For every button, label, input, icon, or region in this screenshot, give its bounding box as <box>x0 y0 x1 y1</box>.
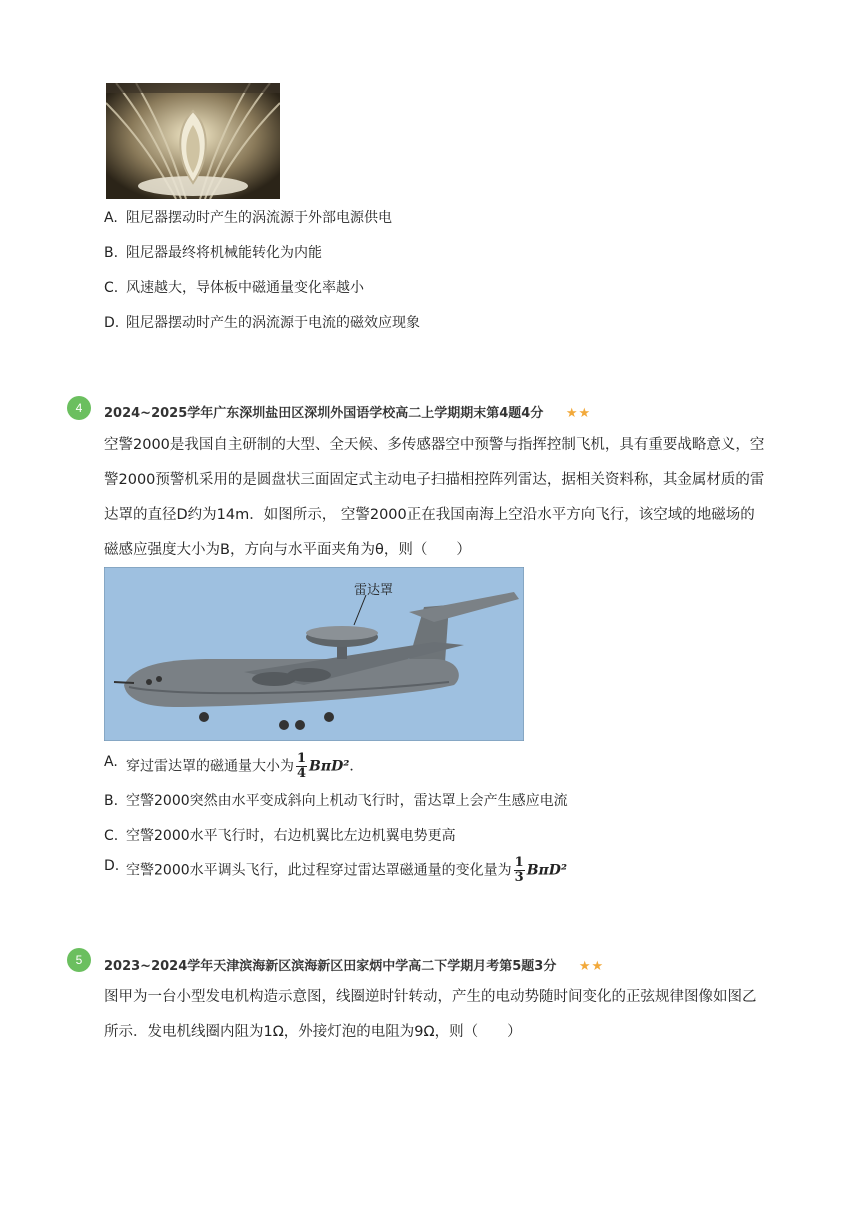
damper-photo <box>106 83 280 199</box>
q4-option-a[interactable] <box>104 752 363 781</box>
question-source-text: 2024~2025学年广东深圳盐田区深圳外国语学校高二上学期期末第4题4分 <box>104 406 544 421</box>
awacs-aircraft-figure <box>104 567 524 741</box>
q4-option-b[interactable] <box>104 791 568 811</box>
q4-option-d[interactable] <box>104 856 567 885</box>
question-number-badge: 5 <box>67 948 91 972</box>
option-label: B. <box>104 793 119 809</box>
option-label: C. <box>104 828 119 844</box>
q4-option-c[interactable] <box>104 826 456 846</box>
stem-line: 警2000预警机采用的是圆盘状三面固定式主动电子扫描相控阵列雷达，据相关资料称，其金属材质的雷 <box>104 472 765 488</box>
question-number-badge: 4 <box>67 396 91 420</box>
fraction <box>296 752 307 781</box>
q3-option-b[interactable] <box>104 243 322 263</box>
difficulty-stars: ★★ <box>565 406 592 421</box>
radome-label: 雷达罩 <box>354 583 394 598</box>
stem-line: 所示．发电机线圈内阻为1Ω，外接灯泡的电阻为9Ω，则（ ） <box>104 1024 522 1040</box>
option-text: 空警2000水平调头飞行，此过程穿过雷达罩磁通量的变化量为 <box>126 862 512 879</box>
stem-line: 磁感应强度大小为B，方向与水平面夹角为θ，则（ ） <box>104 542 471 558</box>
option-text: 穿过雷达罩的磁通量大小为 <box>126 758 294 775</box>
option-text: 风速越大，导体板中磁通量变化率越小 <box>126 280 364 296</box>
q3-option-d[interactable] <box>104 313 420 333</box>
stem-line: 达罩的直径D约为14m．如图所示， 空警2000正在我国南海上空沿水平方向飞行，该空域的地磁场的 <box>104 507 755 523</box>
q3-option-c[interactable] <box>104 278 364 298</box>
fraction <box>514 856 525 885</box>
option-label: C. <box>104 280 119 296</box>
option-label: B. <box>104 245 119 261</box>
fraction-numerator: 1 <box>514 855 524 870</box>
stem-line: 空警2000是我国自主研制的大型、全天候、多传感器空中预警与指挥控制飞机，具有重要战略意义，空 <box>104 437 765 453</box>
option-label: D. <box>104 315 120 331</box>
option-label: A. <box>104 754 118 770</box>
option-text: 阻尼器摆动时产生的涡流源于电流的磁效应现象 <box>126 315 420 331</box>
question-source-text: 2023~2024学年天津滨海新区滨海新区田家炳中学高二下学期月考第5题3分 <box>104 959 557 974</box>
option-text: 阻尼器最终将机械能转化为内能 <box>126 245 322 261</box>
option-text: 空警2000水平飞行时，右边机翼比左边机翼电势更高 <box>126 828 456 844</box>
question-source <box>104 402 591 421</box>
question-stem <box>104 428 824 568</box>
formula: BπD² <box>309 758 350 775</box>
option-label: D. <box>104 858 120 874</box>
question-stem <box>104 980 824 1050</box>
fraction-numerator: 1 <box>297 751 307 766</box>
fraction-denominator: 4 <box>297 766 307 781</box>
q3-option-a[interactable] <box>104 208 392 228</box>
option-text-end: ． <box>349 758 364 775</box>
option-label: A. <box>104 210 118 226</box>
fraction-denominator: 3 <box>514 870 524 885</box>
stem-line: 图甲为一台小型发电机构造示意图，线圈逆时针转动，产生的电动势随时间变化的正弦规律图像如图乙 <box>104 989 757 1005</box>
option-text: 空警2000突然由水平变成斜向上机动飞行时，雷达罩上会产生感应电流 <box>126 793 568 809</box>
question-source <box>104 955 604 974</box>
formula: BπD² <box>526 862 568 879</box>
option-text: 阻尼器摆动时产生的涡流源于外部电源供电 <box>126 210 392 226</box>
aircraft-illustration <box>104 567 524 741</box>
difficulty-stars: ★★ <box>578 959 605 974</box>
